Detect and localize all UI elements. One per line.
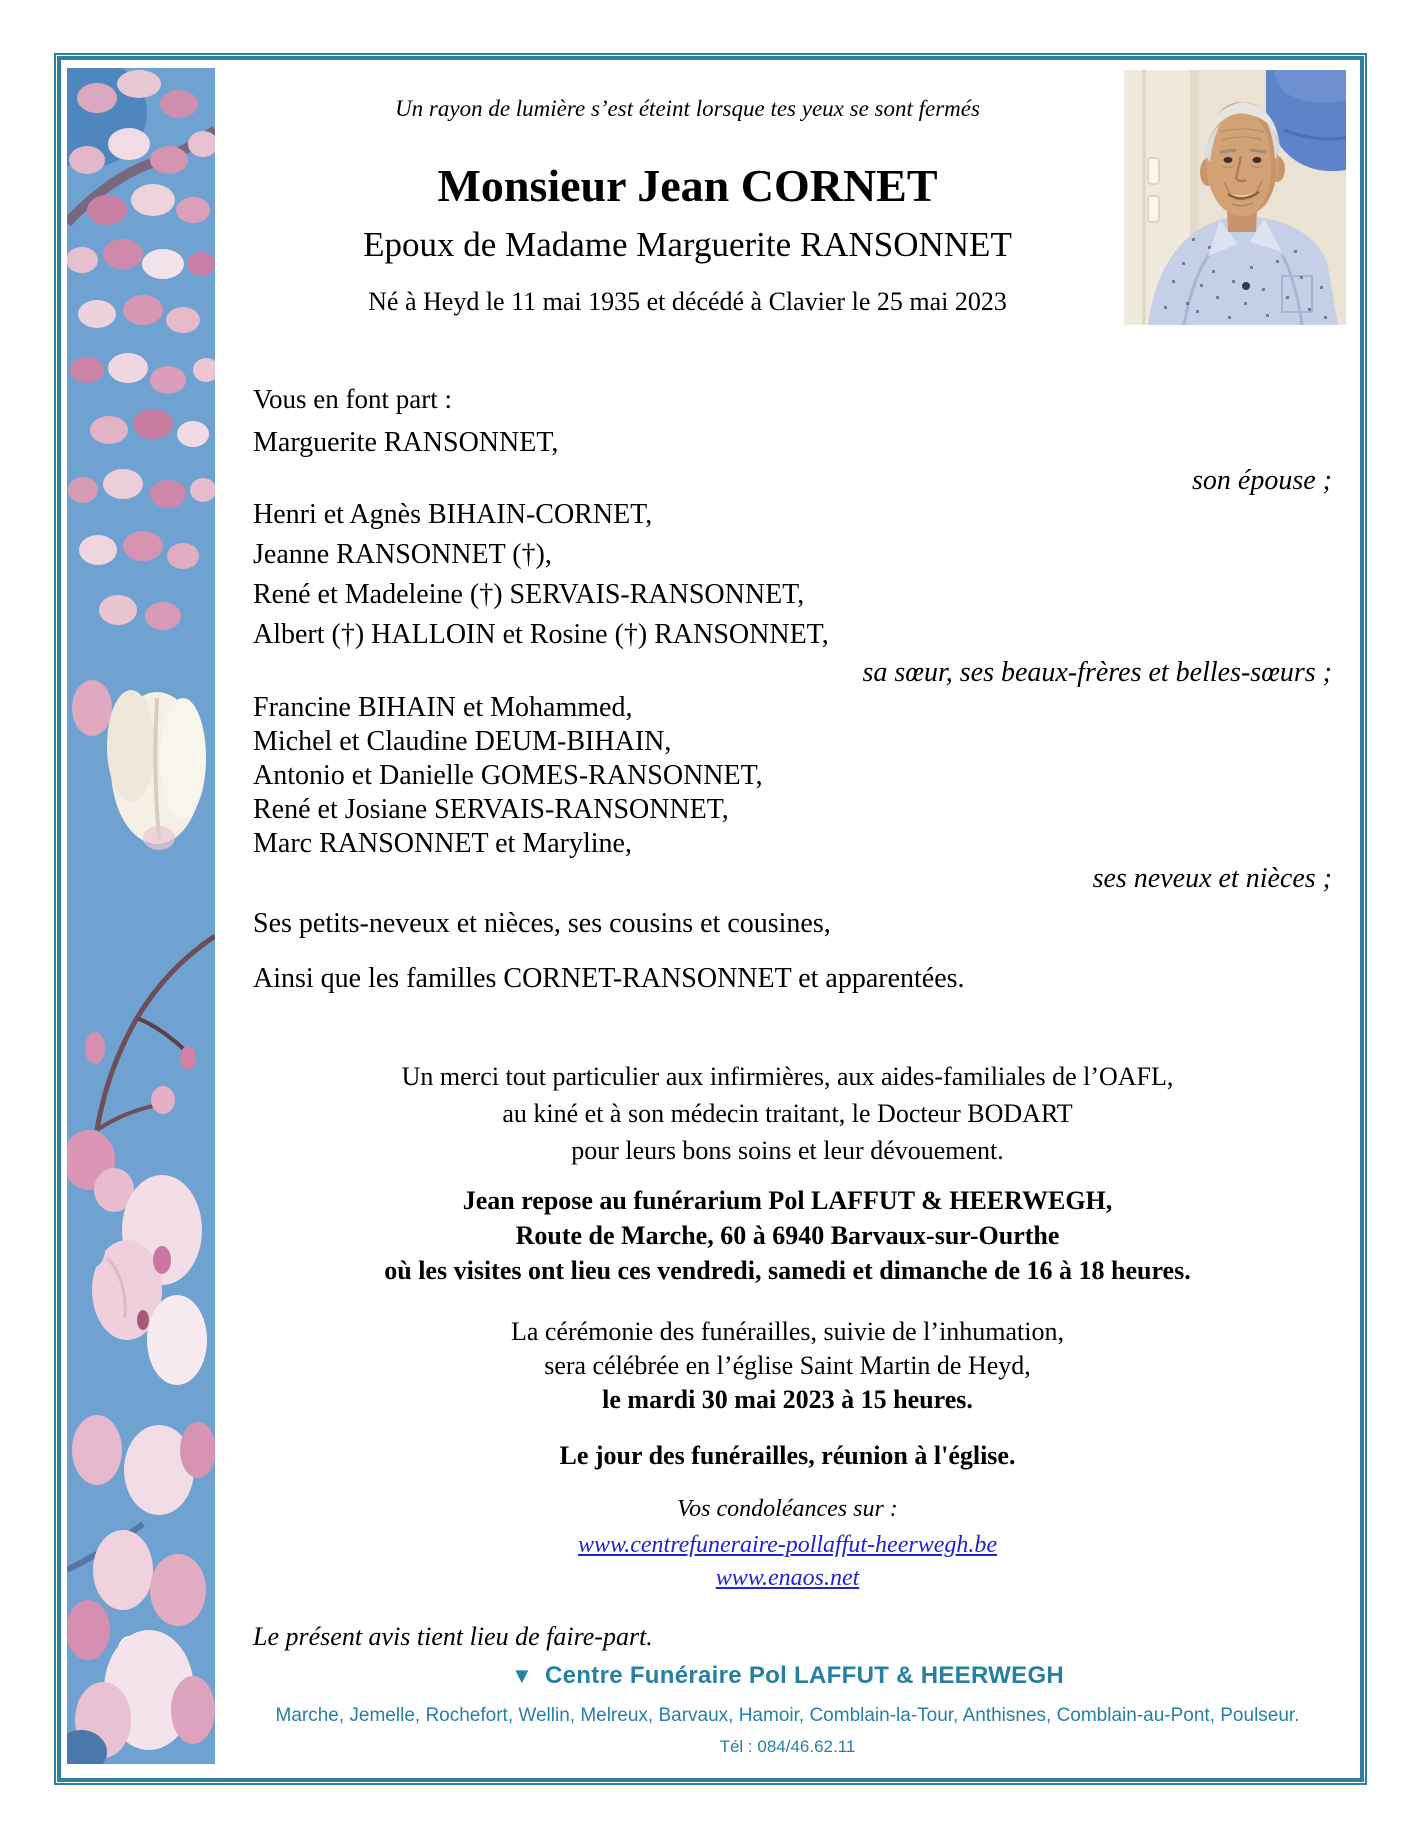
- repose-line: Route de Marche, 60 à 6940 Barvaux-sur-Ourthe: [515, 1221, 1060, 1250]
- nephew-line: Michel et Claudine DEUM-BIHAIN,: [253, 726, 672, 757]
- thanks-line: pour leurs bons soins et leur dévouement.: [571, 1136, 1004, 1165]
- condolences-label: Vos condoléances sur :: [677, 1496, 898, 1522]
- extended-family-line: Ses petits-neveux et nièces, ses cousins et cousines,: [253, 908, 831, 939]
- ceremony-line: sera célébrée en l’église Saint Martin de Heyd,: [544, 1351, 1031, 1380]
- repose-line: où les visites ont lieu ces vendredi, samedi et dimanche de 16 à 18 heures.: [384, 1256, 1191, 1285]
- magnolia-photo: [67, 68, 215, 1764]
- thanks-line: Un merci tout particulier aux infirmières, aux aides-familiales de l’OAFL,: [401, 1062, 1174, 1091]
- funeral-home-phone: Tél : 084/46.62.11: [719, 1737, 856, 1756]
- condolences-link-enaos[interactable]: www.enaos.net: [715, 1565, 860, 1591]
- sibling-line: Jeanne RANSONNET (†),: [253, 539, 552, 570]
- ceremony-line: La cérémonie des funérailles, suivie de l’inhumation,: [510, 1317, 1065, 1346]
- thanks-line: au kiné et à son médecin traitant, le Docteur BODART: [502, 1099, 1073, 1128]
- funeral-home-locations: Marche, Jemelle, Rochefort, Wellin, Melreux, Barvaux, Hamoir, Comblain-la-Tour, Anthisnes, Comblain-au-Pont, Poulseur.: [275, 1705, 1300, 1726]
- spouse-name: Marguerite RANSONNET,: [253, 427, 559, 458]
- funeral-home-title: [215, 1662, 1360, 1690]
- deceased-name: Monsieur Jean CORNET: [437, 160, 938, 211]
- meeting-line: Le jour des funérailles, réunion à l'église.: [559, 1441, 1016, 1470]
- intro-line: Vous en font part :: [253, 384, 452, 414]
- sibling-line: Albert (†) HALLOIN et Rosine (†) RANSONNET,: [253, 619, 829, 650]
- nephew-line: Francine BIHAIN et Mohammed,: [253, 692, 633, 723]
- repose-paragraph: [215, 1183, 1360, 1288]
- families-line: Ainsi que les familles CORNET-RANSONNET et apparentées.: [253, 963, 965, 994]
- thanks-paragraph: [215, 1058, 1360, 1169]
- nephew-line: Antonio et Danielle GOMES-RANSONNET,: [253, 760, 763, 791]
- spouse-relation: son épouse ;: [1192, 465, 1332, 496]
- sibling-line: René et Madeleine (†) SERVAIS-RANSONNET,: [253, 579, 805, 610]
- condolences-link-funeraire[interactable]: www.centrefuneraire-pollaffut-heerwegh.be: [577, 1532, 998, 1558]
- life-dates: Né à Heyd le 11 mai 1935 et décédé à Clavier le 25 mai 2023: [368, 287, 1007, 316]
- nephew-line: Marc RANSONNET et Maryline,: [253, 828, 632, 859]
- funeral-home-name: Centre Funéraire Pol LAFFUT & HEERWEGH: [545, 1662, 1065, 1689]
- ceremony-paragraph: [215, 1315, 1360, 1417]
- repose-line: Jean repose au funérarium Pol LAFFUT & HEERWEGH,: [462, 1186, 1113, 1215]
- nephew-line: René et Josiane SERVAIS-RANSONNET,: [253, 794, 729, 825]
- sibling-line: Henri et Agnès BIHAIN-CORNET,: [253, 499, 653, 530]
- spouse-of-line: Epoux de Madame Marguerite RANSONNET: [363, 225, 1012, 264]
- triangle-down-icon: ▼: [510, 1663, 534, 1688]
- siblings-relation: sa sœur, ses beaux-frères et belles-sœurs ;: [862, 657, 1332, 688]
- nephews-relation: ses neveux et nièces ;: [1092, 863, 1332, 894]
- notice-line: Le présent avis tient lieu de faire-part.: [253, 1622, 653, 1651]
- epigraph: Un rayon de lumière s’est éteint lorsque tes yeux se sont fermés: [395, 96, 980, 121]
- ceremony-date: le mardi 30 mai 2023 à 15 heures.: [602, 1385, 973, 1414]
